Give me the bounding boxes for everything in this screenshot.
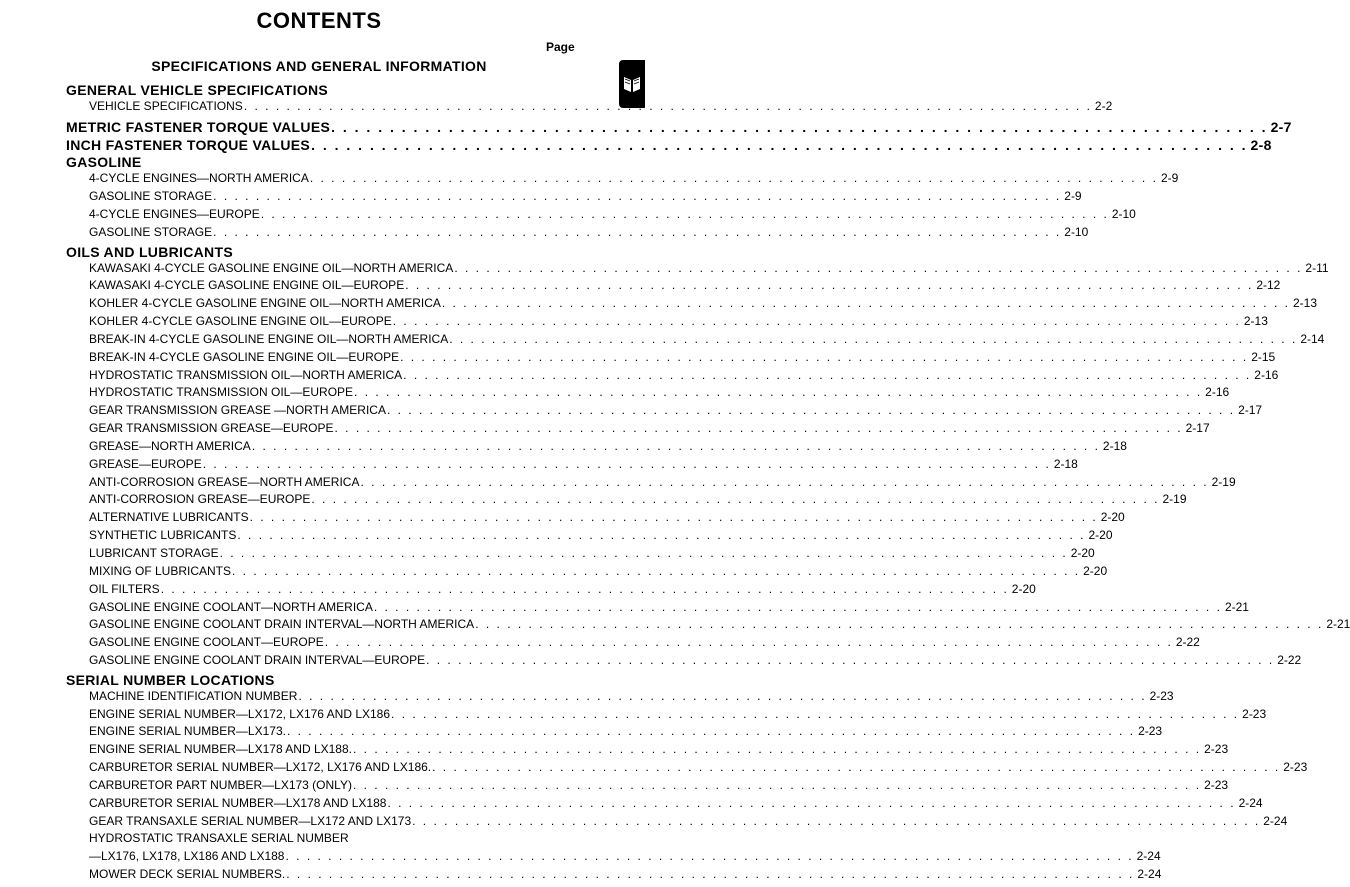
toc-page-number: 2-18 (1102, 439, 1127, 453)
toc-entry[interactable] (89, 867, 1162, 881)
toc-entry-title: HYDROSTATIC TRANSAXLE SERIAL NUMBER (89, 831, 349, 845)
toc-entry[interactable] (89, 582, 1036, 596)
toc-entry-title: MOWER DECK SERIAL NUMBERS. (89, 867, 286, 881)
toc-entry-title: LUBRICANT STORAGE (89, 546, 219, 560)
toc-entry-title: MACHINE IDENTIFICATION NUMBER (89, 689, 298, 703)
toc-page-number: 2-8 (1250, 137, 1272, 153)
toc-entry[interactable] (89, 403, 1263, 417)
toc-leader-dots: . . . . . . . . . . . . . . . . . . . . . . . . . . . . . . . . . . . . . . . . . . . . . . . . . . . . . . . . . . . . . . . . . . . . . . . . . . . . . . . . (426, 653, 1275, 667)
toc-leader-dots: . . . . . . . . . . . . . . . . . . . . . . . . . . . . . . . . . . . . . . . . . . . . . . . . . . . . . . . . . . . . . . . . . . . . . . . . . . . . . . . . (373, 600, 1222, 614)
toc-leader-dots: . . . . . . . . . . . . . . . . . . . . . . . . . . . . . . . . . . . . . . . . . . . . . . . . . . . . . . . . . . . . . . . . . . . . . . . . . . . . . . . . (309, 171, 1158, 185)
toc-heading[interactable] (66, 119, 1292, 135)
toc-leader-dots: . . . . . . . . . . . . . . . . . . . . . . . . . . . . . . . . . . . . . . . . . . . . . . . . . . . . . . . . . . . . . . . . . . . . . . . . . . . . . . . . (334, 421, 1183, 435)
toc-leader-dots: . . . . . . . . . . . . . . . . . . . . . . . . . . . . . . . . . . . . . . . . . . . . . . . . . . . . . . . . . . . . . . . . . . . . . . . . . . . . . . . . (298, 689, 1147, 703)
toc-entry-title: GASOLINE ENGINE COOLANT—NORTH AMERICA (89, 600, 373, 614)
toc-heading[interactable] (66, 244, 572, 260)
toc-entry[interactable] (89, 689, 1174, 703)
toc-leader-dots: . . . . . . . . . . . . . . . . . . . . . . . . . . . . . . . . . . . . . . . . . . . . . . . . . . . . . . . . . . . . . . . . . . . . . . . . . . . . . . . . (432, 760, 1281, 774)
toc-leader-dots: . . . . . . . . . . . . . . . . . . . . . . . . . . . . . . . . . . . . . . . . . . . . . . . . . . . . . . . . . . . . . . . . . . . . . . . . . . . . . . . . (232, 564, 1081, 578)
toc-leader-dots: . . . . . . . . . . . . . . . . . . . . . . . . . . . . . . . . . . . . . . . . . . . . . . . . . . . . . . . . . . . . . . . . . . . . . . . . . . . . . . . . (251, 439, 1100, 453)
toc-entry-title: CARBURETOR SERIAL NUMBER—LX172, LX176 AND LX186. (89, 760, 432, 774)
toc-entry-title: KOHLER 4-CYCLE GASOLINE ENGINE OIL—EUROPE (89, 314, 392, 328)
toc-leader-dots: . . . . . . . . . . . . . . . . . . . . . . . . . . . . . . . . . . . . . . . . . . . . . . . . . . . . . . . . . . . . . . . . . . . . . . . . . . . . . . . . (286, 867, 1135, 881)
toc-leader-dots: . . . . . . . . . . . . . . . . . . . . . . . . . . . . . . . . . . . . . . . . . . . . . . . . . . . . . . . . . . . . . . . . . . . . . . . . . . . . . . . . (412, 814, 1261, 828)
toc-entry[interactable] (89, 707, 1267, 721)
toc-entry[interactable] (89, 814, 1288, 828)
toc-entry[interactable] (89, 296, 1318, 310)
toc-entry[interactable] (89, 189, 1082, 203)
toc-entry-title: KOHLER 4-CYCLE GASOLINE ENGINE OIL—NORTH AMERICA (89, 296, 441, 310)
toc-page-number: 2-23 (1204, 778, 1229, 792)
toc-page-number: 2-12 (1256, 278, 1281, 292)
toc-entry-title: SERIAL NUMBER LOCATIONS (66, 672, 275, 688)
toc-entry[interactable] (89, 510, 1125, 524)
toc-page-number: 2-23 (1138, 724, 1163, 738)
toc-page-number: 2-24 (1238, 796, 1263, 810)
toc-heading[interactable] (66, 137, 1272, 153)
toc-entry[interactable] (89, 635, 1200, 649)
page-title: CONTENTS (256, 8, 382, 33)
toc-entry[interactable] (89, 261, 1329, 275)
section-title: SPECIFICATIONS AND GENERAL INFORMATION (151, 58, 487, 74)
toc-entry-title: ENGINE SERIAL NUMBER—LX173. (89, 724, 286, 738)
toc-page-number: 2-23 (1149, 689, 1174, 703)
toc-entry-title: ENGINE SERIAL NUMBER—LX178 AND LX188. (89, 742, 352, 756)
toc-leader-dots: . . . . . . . . . . . . . . . . . . . . . . . . . . . . . . . . . . . . . . . . . . . . . . . . . . . . . . . . . . . . . . . . . . . . . . . . . . . . . . . . (405, 278, 1254, 292)
toc-page-number: 2-20 (1100, 510, 1125, 524)
toc-leader-dots: . . . . . . . . . . . . . . . . . . . . . . . . . . . . . . . . . . . . . . . . . . . . . . . . . . . . . . . . . . . . . . . . . . . . . . . . . . . . . . . . (213, 225, 1062, 239)
toc-entry-title: HYDROSTATIC TRANSMISSION OIL—EUROPE (89, 385, 354, 399)
toc-page-number: 2-21 (1326, 617, 1350, 631)
toc-entry-title: SYNTHETIC LUBRICANTS (89, 528, 237, 542)
toc-leader-dots: . . . . . . . . . . . . . . . . . . . . . . . . . . . . . . . . . . . . . . . . . . . . . . . . . . . . . . . . . . . . . . . . . . . . . . . . . . . . . . . . (285, 849, 1134, 863)
toc-entry[interactable] (89, 457, 1078, 471)
toc-page-number: 2-20 (1070, 546, 1095, 560)
toc-leader-dots: . . . . . . . . . . . . . . . . . . . . . . . . . . . . . . . . . . . . . . . . . . . . . . . . . . . . . . . . . . . . . . . . . . . . . . . . . . . . . . . . (360, 475, 1209, 489)
toc-leader-dots: . . . . . . . . . . . . . . . . . . . . . . . . . . . . . . . . . . . . . . . . . . . . . . . . . . . . . . . . . . . . . . . . . . . . . . . . . . . . . . . . (387, 796, 1236, 810)
toc-entry[interactable] (89, 332, 1325, 346)
toc-leader-dots: . . . . . . . . . . . . . . . . . . . . . . . . . . . . . . . . . . . . . . . . . . . . . . . . . . . . . . . . . . . . . . . . . . . . . . . . . . . . . . . . (449, 332, 1298, 346)
toc-page-number: 2-23 (1204, 742, 1229, 756)
toc-entry[interactable] (89, 849, 1161, 863)
toc-page-number: 2-11 (1305, 261, 1329, 275)
toc-entry[interactable] (89, 368, 1279, 382)
toc-entry-title: BREAK-IN 4-CYCLE GASOLINE ENGINE OIL—EUROPE (89, 350, 400, 364)
toc-leader-dots: . . . . . . . . . . . . . . . . . . . . . . . . . . . . . . . . . . . . . . . . . . . . . . . . . . . . . . . . . . . . . . . . . . . . . . . . . . . . . . . . (392, 314, 1241, 328)
toc-page-number: 2-14 (1300, 332, 1325, 346)
toc-entry[interactable] (89, 528, 1113, 542)
toc-page-number: 2-10 (1111, 207, 1136, 221)
toc-entry[interactable] (89, 99, 1113, 113)
toc-entry-title: BREAK-IN 4-CYCLE GASOLINE ENGINE OIL—NORTH AMERICA (89, 332, 449, 346)
toc-page-number: 2-22 (1175, 635, 1200, 649)
toc-page-number: 2-17 (1185, 421, 1210, 435)
toc-entry-title: —LX176, LX178, LX186 AND LX188 (89, 849, 285, 863)
toc-page-number: 2-7 (1270, 119, 1292, 135)
toc-entry[interactable] (89, 475, 1236, 489)
toc-page-number: 2-9 (1064, 189, 1082, 203)
toc-entry-title: CARBURETOR PART NUMBER—LX173 (ONLY) (89, 778, 352, 792)
toc-entry[interactable] (89, 278, 1281, 292)
toc-leader-dots: . . . . . . . . . . . . . . . . . . . . . . . . . . . . . . . . . . . . . . . . . . . . . . . . . . . . . . . . . . . . . . . . . . . . . . . . . . . . . . . . (160, 582, 1009, 596)
toc-page-number: 2-22 (1277, 653, 1302, 667)
toc-entry[interactable] (89, 564, 1108, 578)
toc-entry[interactable] (89, 207, 1136, 221)
toc-entry[interactable] (89, 617, 1350, 631)
toc-heading[interactable] (66, 82, 572, 98)
toc-page-number: 2-24 (1263, 814, 1288, 828)
toc-entry-title: GENERAL VEHICLE SPECIFICATIONS (66, 82, 329, 98)
toc-entry-title: KAWASAKI 4-CYCLE GASOLINE ENGINE OIL—EUROPE (89, 278, 405, 292)
toc-entry-title: GASOLINE ENGINE COOLANT DRAIN INTERVAL—EUROPE (89, 653, 426, 667)
toc-entry-title: GASOLINE (66, 154, 142, 170)
toc-page-number: 2-18 (1053, 457, 1078, 471)
toc-entry-title: ENGINE SERIAL NUMBER—LX172, LX176 AND LX186 (89, 707, 391, 721)
toc-entry[interactable] (89, 439, 1127, 453)
toc-entry[interactable] (89, 778, 1229, 792)
toc-entry-title: GASOLINE STORAGE (89, 189, 213, 203)
toc-page-number: 2-21 (1224, 600, 1249, 614)
toc-entry[interactable] (89, 421, 1210, 435)
toc-page-number: 2-17 (1238, 403, 1263, 417)
toc-page-number: 2-24 (1136, 849, 1161, 863)
toc-page-number: 2-19 (1162, 492, 1187, 506)
toc-page-number: 2-13 (1243, 314, 1268, 328)
toc-page-number: 2-2 (1094, 99, 1113, 113)
toc-leader-dots: . . . . . . . . . . . . . . . . . . . . . . . . . . . . . . . . . . . . . . . . . . . . . . . . . . . . . . . . . . . . . . . . . . . . . . . . . . . . . . . . (391, 707, 1240, 721)
toc-page-number: 2-20 (1011, 582, 1036, 596)
toc-leader-dots: . . . . . . . . . . . . . . . . . . . . . . . . . . . . . . . . . . . . . . . . . . . . . . . . . . . . . . . . . . . . . . . . . . . . . . . . . . . . . . . . (202, 457, 1051, 471)
toc-entry[interactable] (89, 724, 1163, 738)
toc-entry-title: ANTI-CORROSION GREASE—NORTH AMERICA (89, 475, 360, 489)
toc-leader-dots: . . . . . . . . . . . . . . . . . . . . . . . . . . . . . . . . . . . . . . . . . . . . . . . . . . . . . . . . . . . . . . . . . . . . . . . . . . . . . . . . (237, 528, 1086, 542)
toc-entry-title: GASOLINE ENGINE COOLANT DRAIN INTERVAL—NORTH AMERICA (89, 617, 475, 631)
toc-leader-dots: . . . . . . . . . . . . . . . . . . . . . . . . . . . . . . . . . . . . . . . . . . . . . . . . . . . . . . . . . . . . . . . . . . . . . . . . . . . . . . . . (286, 724, 1136, 738)
toc-entry-title: GREASE—NORTH AMERICA (89, 439, 251, 453)
toc-entry-title: 4-CYCLE ENGINES—NORTH AMERICA (89, 171, 309, 185)
page-column-label: Page (546, 40, 575, 54)
toc-leader-dots: . . . . . . . . . . . . . . . . . . . . . . . . . . . . . . . . . . . . . . . . . . . . . . . . . . . . . . . . . . . . . . . . . . . . . . . . . . . . . . . . (311, 492, 1160, 506)
toc-page-number: 2-10 (1064, 225, 1089, 239)
toc-entry-title: GASOLINE STORAGE (89, 225, 213, 239)
toc-entry-title: ALTERNATIVE LUBRICANTS (89, 510, 249, 524)
toc-entry-title: GEAR TRANSMISSION GREASE—EUROPE (89, 421, 334, 435)
toc-entry[interactable] (89, 546, 1095, 560)
toc-page-number: 2-16 (1254, 368, 1279, 382)
toc-page-number: 2-13 (1292, 296, 1318, 310)
toc-leader-dots: . . . . . . . . . . . . . . . . . . . . . . . . . . . . . . . . . . . . . . . . . . . . . . . . . . . . . . . . . . . . . . . . . . . . . . . . . . . . . . . . (400, 350, 1249, 364)
toc-leader-dots: . . . . . . . . . . . . . . . . . . . . . . . . . . . . . . . . . . . . . . . . . . . . . . . . . . . . . . . . . . . . . . . . . . . . . . . . . . . . . . . . (441, 296, 1290, 310)
toc-entry-title: GEAR TRANSMISSION GREASE —NORTH AMERICA (89, 403, 386, 417)
toc-leader-dots: . . . . . . . . . . . . . . . . . . . . . . . . . . . . . . . . . . . . . . . . . . . . . . . . . . . . . . . . . . . . . . . . . . . . . . . . . . . . . . . . (324, 635, 1173, 649)
toc-leader-dots: . . . . . . . . . . . . . . . . . . . . . . . . . . . . . . . . . . . . . . . . . . . . . . . . . . . . . . . . . . . . . . . . . . . . . . . . . . . . . . . . (243, 99, 1092, 113)
toc-entry[interactable] (89, 742, 1229, 756)
toc-leader-dots: . . . . . . . . . . . . . . . . . . . . . . . . . . . . . . . . . . . . . . . . . . . . . . . . . . . . . . . . . . . . . . . . . . . . . . . . . . . . . . . . (454, 261, 1303, 275)
toc-page-number: 2-15 (1251, 350, 1276, 364)
toc-leader-dots: . . . . . . . . . . . . . . . . . . . . . . . . . . . . . . . . . . . . . . . . . . . . . . . . . . . . . . . . . . . . . . . . . . . . . . . . . . . . . . . . (354, 385, 1203, 399)
toc-heading[interactable] (66, 672, 572, 688)
toc-entry[interactable] (89, 171, 1179, 185)
toc-entry-title: CARBURETOR SERIAL NUMBER—LX178 AND LX188 (89, 796, 387, 810)
toc-page-number: 2-23 (1242, 707, 1267, 721)
toc-entry-title: GASOLINE ENGINE COOLANT—EUROPE (89, 635, 324, 649)
toc-leader-dots: . . . . . . . . . . . . . . . . . . . . . . . . . . . . . . . . . . . . . . . . . . . . . . . . . . . . . . . . . . . . . . . . . . . . . . . . . . . . . . . . (475, 617, 1324, 631)
toc-entry-title: VEHICLE SPECIFICATIONS (89, 99, 243, 113)
toc-leader-dots: . . . . . . . . . . . . . . . . . . . . . . . . . . . . . . . . . . . . . . . . . . . . . . . . . . . . . . . . . . . . . . . . . . . . . . . . . . . . . . . . (331, 119, 1268, 135)
toc-entry[interactable] (89, 600, 1249, 614)
toc-entry-title: KAWASAKI 4-CYCLE GASOLINE ENGINE OIL—NORTH AMERICA (89, 261, 454, 275)
toc-entry[interactable] (89, 492, 1187, 506)
toc-entry[interactable] (89, 831, 572, 845)
toc-entry-title: 4-CYCLE ENGINES—EUROPE (89, 207, 260, 221)
toc-page-number: 2-20 (1088, 528, 1113, 542)
toc-page-number: 2-24 (1137, 867, 1162, 881)
toc-entry-title: OILS AND LUBRICANTS (66, 244, 233, 260)
toc-entry[interactable] (89, 760, 1308, 774)
toc-entry[interactable] (89, 385, 1230, 399)
toc-entry[interactable] (89, 314, 1268, 328)
toc-heading[interactable] (66, 154, 572, 170)
toc-entry-title: OIL FILTERS (89, 582, 160, 596)
toc-entry-title: GEAR TRANSAXLE SERIAL NUMBER—LX172 AND LX173 (89, 814, 412, 828)
toc-entry-title: GREASE—EUROPE (89, 457, 202, 471)
toc-page-number: 2-16 (1205, 385, 1230, 399)
toc-page-number: 2-9 (1160, 171, 1179, 185)
toc-leader-dots: . . . . . . . . . . . . . . . . . . . . . . . . . . . . . . . . . . . . . . . . . . . . . . . . . . . . . . . . . . . . . . . . . . . . . . . . . . . . . . . . (249, 510, 1098, 524)
toc-entry[interactable] (89, 225, 1089, 239)
toc-entry[interactable] (89, 796, 1263, 810)
toc-entry-title: INCH FASTENER TORQUE VALUES (66, 137, 311, 153)
toc-leader-dots: . . . . . . . . . . . . . . . . . . . . . . . . . . . . . . . . . . . . . . . . . . . . . . . . . . . . . . . . . . . . . . . . . . . . . . . . . . . . . . . . (386, 403, 1236, 417)
toc-entry-title: METRIC FASTENER TORQUE VALUES (66, 119, 331, 135)
toc-leader-dots: . . . . . . . . . . . . . . . . . . . . . . . . . . . . . . . . . . . . . . . . . . . . . . . . . . . . . . . . . . . . . . . . . . . . . . . . . . . . . . . . (219, 546, 1068, 560)
toc-leader-dots: . . . . . . . . . . . . . . . . . . . . . . . . . . . . . . . . . . . . . . . . . . . . . . . . . . . . . . . . . . . . . . . . . . . . . . . . . . . . . . . . (403, 368, 1252, 382)
toc-page-number: 2-19 (1211, 475, 1236, 489)
toc-leader-dots: . . . . . . . . . . . . . . . . . . . . . . . . . . . . . . . . . . . . . . . . . . . . . . . . . . . . . . . . . . . . . . . . . . . . . . . . . . . . . . . . (213, 189, 1062, 203)
toc-entry[interactable] (89, 653, 1302, 667)
toc-entry-title: HYDROSTATIC TRANSMISSION OIL—NORTH AMERICA (89, 368, 403, 382)
toc-entry[interactable] (89, 350, 1276, 364)
toc-leader-dots: . . . . . . . . . . . . . . . . . . . . . . . . . . . . . . . . . . . . . . . . . . . . . . . . . . . . . . . . . . . . . . . . . . . . . . . . . . . . . . . . (260, 207, 1109, 221)
toc-leader-dots: . . . . . . . . . . . . . . . . . . . . . . . . . . . . . . . . . . . . . . . . . . . . . . . . . . . . . . . . . . . . . . . . . . . . . . . . . . . . . . . . (311, 137, 1248, 153)
toc-page-number: 2-23 (1283, 760, 1308, 774)
toc-leader-dots: . . . . . . . . . . . . . . . . . . . . . . . . . . . . . . . . . . . . . . . . . . . . . . . . . . . . . . . . . . . . . . . . . . . . . . . . . . . . . . . . (353, 742, 1202, 756)
toc-entry-title: MIXING OF LUBRICANTS (89, 564, 232, 578)
toc-leader-dots: . . . . . . . . . . . . . . . . . . . . . . . . . . . . . . . . . . . . . . . . . . . . . . . . . . . . . . . . . . . . . . . . . . . . . . . . . . . . . . . . (352, 778, 1202, 792)
toc-page-number: 2-20 (1083, 564, 1108, 578)
toc-entry-title: ANTI-CORROSION GREASE—EUROPE (89, 492, 311, 506)
